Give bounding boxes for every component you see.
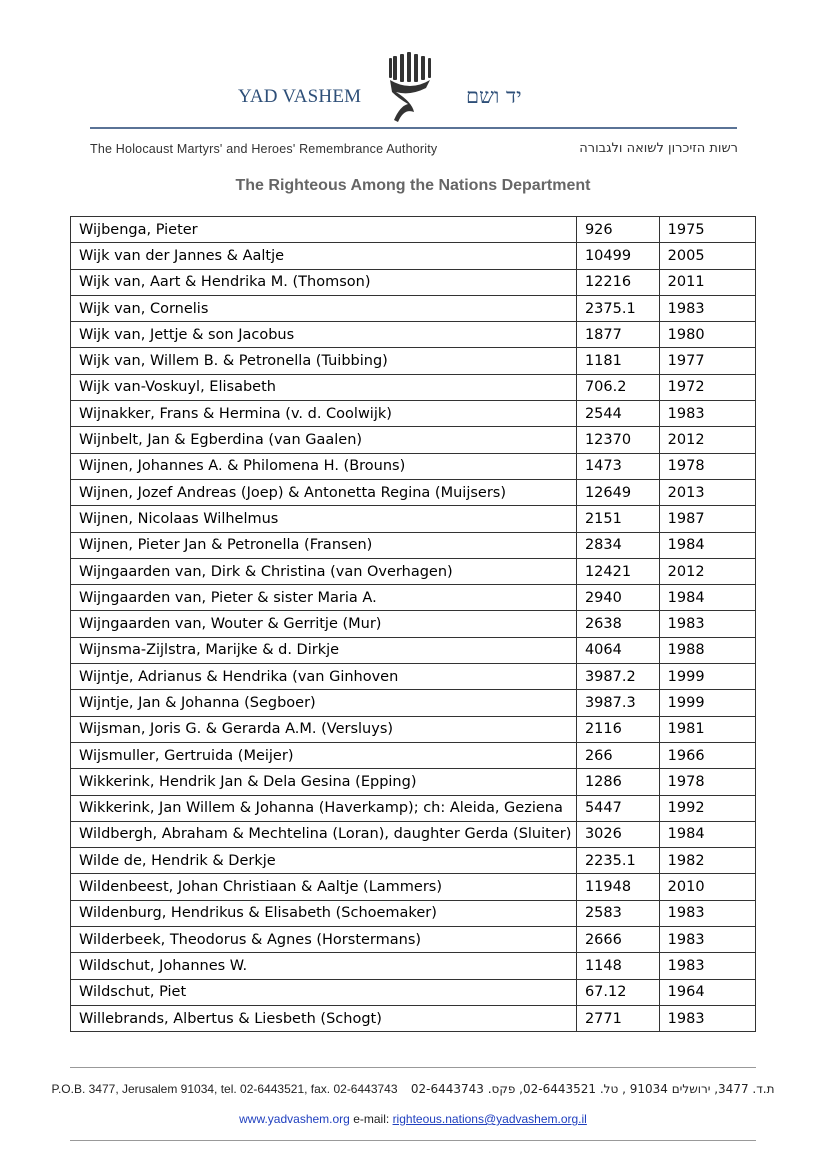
recognition-year-cell: 1978 xyxy=(659,769,755,795)
table-row xyxy=(71,900,756,926)
file-number-cell: 5447 xyxy=(576,795,659,821)
recognition-year-cell: 1984 xyxy=(659,821,755,847)
address-english: P.O.B. 3477, Jerusalem 91034, tel. 02-6443521, fax. 02-6443743 xyxy=(51,1082,398,1096)
recognition-year-cell: 2005 xyxy=(659,243,755,269)
table-row xyxy=(71,795,756,821)
file-number-cell: 12649 xyxy=(576,479,659,505)
table-row xyxy=(71,217,756,243)
table-row xyxy=(71,664,756,690)
honoree-name-cell: Wilde de, Hendrik & Derkje xyxy=(71,848,577,874)
table-row xyxy=(71,874,756,900)
table-row xyxy=(71,637,756,663)
honoree-name-cell: Wijsman, Joris G. & Gerarda A.M. (Versluys) xyxy=(71,716,577,742)
recognition-year-cell: 1984 xyxy=(659,532,755,558)
records-table-body xyxy=(71,217,756,1032)
honoree-name-cell: Wijngaarden van, Dirk & Christina (van Overhagen) xyxy=(71,558,577,584)
table-row xyxy=(71,453,756,479)
recognition-year-cell: 1983 xyxy=(659,900,755,926)
file-number-cell: 1148 xyxy=(576,953,659,979)
file-number-cell: 2151 xyxy=(576,506,659,532)
recognition-year-cell: 1999 xyxy=(659,664,755,690)
file-number-cell: 12216 xyxy=(576,269,659,295)
honoree-name-cell: Wildenburg, Hendrikus & Elisabeth (Schoemaker) xyxy=(71,900,577,926)
file-number-cell: 1877 xyxy=(576,322,659,348)
honoree-name-cell: Wildenbeest, Johan Christiaan & Aaltje (Lammers) xyxy=(71,874,577,900)
honoree-name-cell: Wikkerink, Hendrik Jan & Dela Gesina (Epping) xyxy=(71,769,577,795)
letterhead xyxy=(0,0,826,170)
honoree-name-cell: Wilderbeek, Theodorus & Agnes (Horstermans) xyxy=(71,927,577,953)
file-number-cell: 12370 xyxy=(576,427,659,453)
website-link[interactable]: www.yadvashem.org xyxy=(239,1112,350,1126)
table-row xyxy=(71,690,756,716)
table-row xyxy=(71,269,756,295)
table-row xyxy=(71,585,756,611)
honoree-name-cell: Wijk van der Jannes & Aaltje xyxy=(71,243,577,269)
honoree-name-cell: Wijngaarden van, Wouter & Gerritje (Mur) xyxy=(71,611,577,637)
file-number-cell: 3987.3 xyxy=(576,690,659,716)
recognition-year-cell: 1977 xyxy=(659,348,755,374)
file-number-cell: 2666 xyxy=(576,927,659,953)
honoree-name-cell: Wijnbelt, Jan & Egberdina (van Gaalen) xyxy=(71,427,577,453)
file-number-cell: 10499 xyxy=(576,243,659,269)
table-row xyxy=(71,322,756,348)
email-link[interactable]: righteous.nations@yadvashem.org.il xyxy=(392,1112,587,1126)
file-number-cell: 2375.1 xyxy=(576,295,659,321)
recognition-year-cell: 2010 xyxy=(659,874,755,900)
file-number-cell: 266 xyxy=(576,742,659,768)
file-number-cell: 3026 xyxy=(576,821,659,847)
file-number-cell: 2544 xyxy=(576,401,659,427)
file-number-cell: 706.2 xyxy=(576,374,659,400)
file-number-cell: 926 xyxy=(576,217,659,243)
recognition-year-cell: 1983 xyxy=(659,295,755,321)
recognition-year-cell: 1983 xyxy=(659,401,755,427)
honoree-name-cell: Wijntje, Adrianus & Hendrika (van Ginhoven xyxy=(71,664,577,690)
recognition-year-cell: 1978 xyxy=(659,453,755,479)
table-row xyxy=(71,427,756,453)
table-row xyxy=(71,479,756,505)
address-hebrew: ת.ד. 3477, ירושלים 91034 , טל. 02-6443521, פקס. 02-6443743 xyxy=(410,1082,775,1096)
authority-name-hebrew: רשות הזיכרון לשואה ולגבורה xyxy=(579,141,738,156)
recognition-year-cell: 1984 xyxy=(659,585,755,611)
footer-address xyxy=(0,1082,826,1096)
honoree-name-cell: Wijk van, Jettje & son Jacobus xyxy=(71,322,577,348)
honoree-name-cell: Wijk van-Voskuyl, Elisabeth xyxy=(71,374,577,400)
recognition-year-cell: 1975 xyxy=(659,217,755,243)
recognition-year-cell: 1964 xyxy=(659,979,755,1005)
table-row xyxy=(71,374,756,400)
file-number-cell: 11948 xyxy=(576,874,659,900)
recognition-year-cell: 1980 xyxy=(659,322,755,348)
honoree-name-cell: Wildschut, Piet xyxy=(71,979,577,1005)
table-row xyxy=(71,348,756,374)
file-number-cell: 2834 xyxy=(576,532,659,558)
honoree-name-cell: Wikkerink, Jan Willem & Johanna (Haverkamp); ch: Aleida, Geziena xyxy=(71,795,577,821)
table-row xyxy=(71,532,756,558)
honoree-name-cell: Wijnen, Jozef Andreas (Joep) & Antonetta Regina (Muijsers) xyxy=(71,479,577,505)
file-number-cell: 2940 xyxy=(576,585,659,611)
recognition-year-cell: 1983 xyxy=(659,1005,755,1031)
table-row xyxy=(71,716,756,742)
table-row xyxy=(71,558,756,584)
recognition-year-cell: 1983 xyxy=(659,927,755,953)
authority-name-english: The Holocaust Martyrs' and Heroes' Remembrance Authority xyxy=(90,142,438,156)
recognition-year-cell: 1999 xyxy=(659,690,755,716)
table-row xyxy=(71,742,756,768)
recognition-year-cell: 2012 xyxy=(659,427,755,453)
recognition-year-cell: 1988 xyxy=(659,637,755,663)
footer-top-divider xyxy=(70,1067,756,1068)
footer-contact xyxy=(0,1112,826,1126)
honoree-name-cell: Wijbenga, Pieter xyxy=(71,217,577,243)
table-row xyxy=(71,979,756,1005)
footer-bottom-divider xyxy=(70,1140,756,1141)
file-number-cell: 1286 xyxy=(576,769,659,795)
table-row xyxy=(71,1005,756,1031)
file-number-cell: 2771 xyxy=(576,1005,659,1031)
table-row xyxy=(71,927,756,953)
file-number-cell: 2235.1 xyxy=(576,848,659,874)
honoree-name-cell: Wildschut, Johannes W. xyxy=(71,953,577,979)
email-label: e-mail: xyxy=(353,1112,390,1126)
table-row xyxy=(71,821,756,847)
yad-vashem-menorah-logo-icon xyxy=(384,52,436,128)
department-title: The Righteous Among the Nations Department xyxy=(235,177,591,194)
file-number-cell: 67.12 xyxy=(576,979,659,1005)
file-number-cell: 2583 xyxy=(576,900,659,926)
table-row xyxy=(71,848,756,874)
honoree-name-cell: Wijk van, Aart & Hendrika M. (Thomson) xyxy=(71,269,577,295)
recognition-year-cell: 1992 xyxy=(659,795,755,821)
file-number-cell: 4064 xyxy=(576,637,659,663)
honoree-name-cell: Wijnen, Nicolaas Wilhelmus xyxy=(71,506,577,532)
recognition-year-cell: 1966 xyxy=(659,742,755,768)
honoree-name-cell: Wijk van, Cornelis xyxy=(71,295,577,321)
honoree-name-cell: Wildbergh, Abraham & Mechtelina (Loran), daughter Gerda (Sluiter) xyxy=(71,821,577,847)
recognition-year-cell: 1983 xyxy=(659,953,755,979)
honoree-name-cell: Wijnen, Johannes A. & Philomena H. (Brouns) xyxy=(71,453,577,479)
recognition-year-cell: 2011 xyxy=(659,269,755,295)
recognition-year-cell: 1983 xyxy=(659,611,755,637)
table-row xyxy=(71,295,756,321)
honoree-name-cell: Wijk van, Willem B. & Petronella (Tuibbing) xyxy=(71,348,577,374)
honoree-name-cell: Willebrands, Albertus & Liesbeth (Schogt) xyxy=(71,1005,577,1031)
honoree-name-cell: Wijnsma-Zijlstra, Marijke & d. Dirkje xyxy=(71,637,577,663)
honoree-name-cell: Wijsmuller, Gertruida (Meijer) xyxy=(71,742,577,768)
table-row xyxy=(71,769,756,795)
righteous-records-table xyxy=(70,216,756,1032)
table-row xyxy=(71,243,756,269)
honoree-name-cell: Wijngaarden van, Pieter & sister Maria A. xyxy=(71,585,577,611)
recognition-year-cell: 2013 xyxy=(659,479,755,505)
header-divider xyxy=(90,127,737,129)
recognition-year-cell: 1981 xyxy=(659,716,755,742)
file-number-cell: 1181 xyxy=(576,348,659,374)
recognition-year-cell: 1972 xyxy=(659,374,755,400)
recognition-year-cell: 2012 xyxy=(659,558,755,584)
honoree-name-cell: Wijnakker, Frans & Hermina (v. d. Coolwijk) xyxy=(71,401,577,427)
recognition-year-cell: 1982 xyxy=(659,848,755,874)
file-number-cell: 3987.2 xyxy=(576,664,659,690)
file-number-cell: 2638 xyxy=(576,611,659,637)
honoree-name-cell: Wijnen, Pieter Jan & Petronella (Fransen) xyxy=(71,532,577,558)
file-number-cell: 2116 xyxy=(576,716,659,742)
table-row xyxy=(71,611,756,637)
table-row xyxy=(71,506,756,532)
table-row xyxy=(71,953,756,979)
brand-name-hebrew: יד ושם xyxy=(466,84,522,108)
file-number-cell: 1473 xyxy=(576,453,659,479)
honoree-name-cell: Wijntje, Jan & Johanna (Segboer) xyxy=(71,690,577,716)
file-number-cell: 12421 xyxy=(576,558,659,584)
recognition-year-cell: 1987 xyxy=(659,506,755,532)
table-row xyxy=(71,401,756,427)
brand-name-english: YAD VASHEM xyxy=(238,86,362,107)
